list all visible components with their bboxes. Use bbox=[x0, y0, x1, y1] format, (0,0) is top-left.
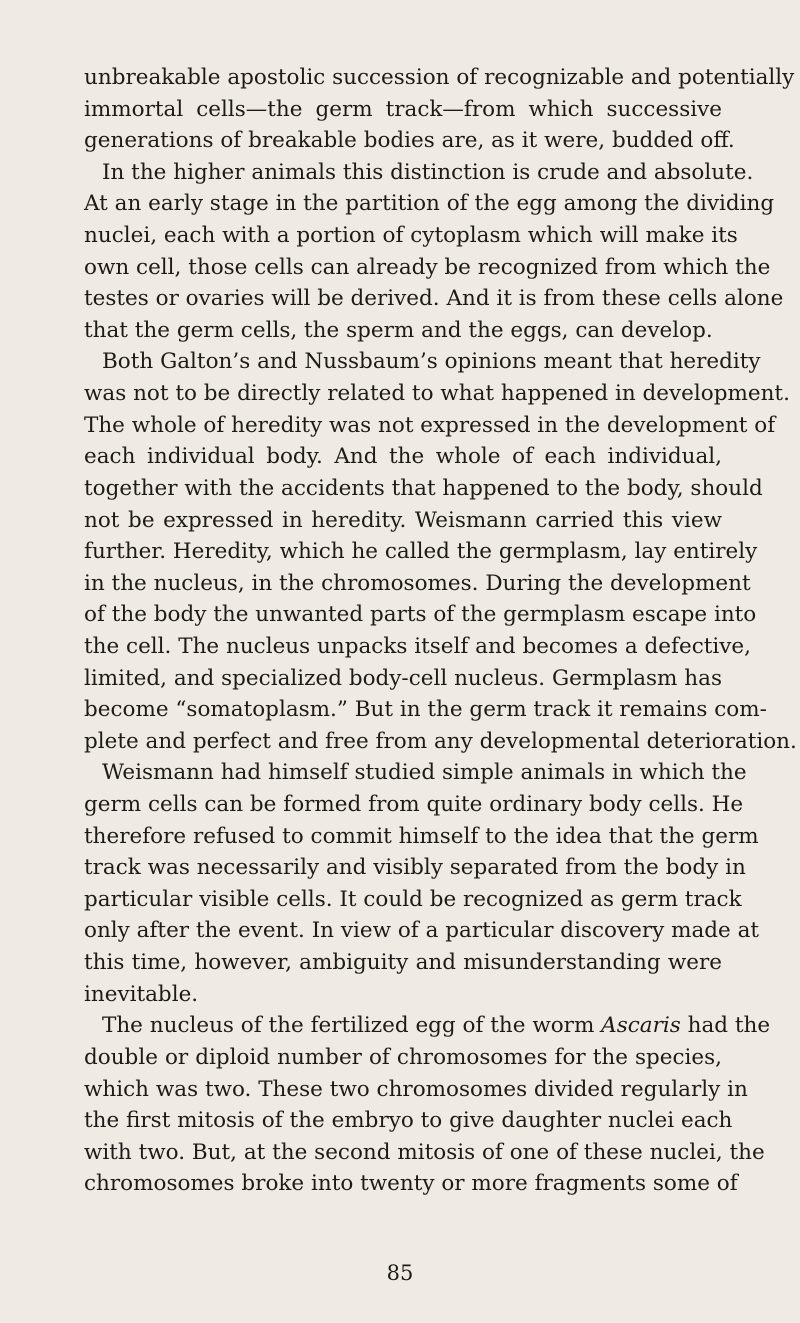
text-line: double or diploid number of chromosomes for the species, bbox=[84, 1044, 722, 1070]
text-line: limited, and specialized body-cell nucleus. Germplasm has bbox=[84, 665, 722, 691]
page-number: 85 bbox=[386, 1261, 414, 1285]
text-run: had the bbox=[680, 1013, 771, 1039]
text-line: nuclei, each with a portion of cytoplasm which will make its bbox=[84, 223, 738, 249]
text-line: which was two. These two chromosomes divided regularly in bbox=[84, 1076, 748, 1102]
text-line: Weismann had himself studied simple animals in which the bbox=[102, 760, 747, 786]
text-line: that the germ cells, the sperm and the eggs, can develop. bbox=[84, 317, 713, 343]
text-line: testes or ovaries will be derived. And it is from these cells alone bbox=[84, 286, 784, 312]
genus-name: Ascaris bbox=[601, 1013, 681, 1039]
text-line: particular visible cells. It could be recognized as germ track bbox=[84, 886, 742, 912]
text-line: become “somatoplasm.” But in the germ track it remains com- bbox=[84, 697, 767, 723]
text-run: The nucleus of the fertilized egg of the worm bbox=[102, 1013, 602, 1039]
text-line: not be expressed in heredity. Weismann carried this view bbox=[84, 507, 722, 533]
text-line: own cell, those cells can already be recognized from which the bbox=[84, 254, 771, 280]
paragraph bbox=[84, 157, 784, 347]
text-line: track was necessarily and visibly separated from the body in bbox=[84, 855, 746, 881]
text-line: The whole of heredity was not expressed in the development of bbox=[84, 412, 776, 438]
paragraph bbox=[84, 757, 760, 1010]
text-line: was not to be directly related to what happened in development. bbox=[84, 381, 790, 407]
text-line: immortal cells—the germ track—from which successive bbox=[84, 96, 722, 122]
text-line bbox=[84, 1010, 771, 1042]
text-line: this time, however, ambiguity and misunderstanding were bbox=[84, 950, 722, 976]
text-line: only after the event. In view of a particular discovery made at bbox=[84, 918, 760, 944]
text-line: germ cells can be formed from quite ordinary body cells. He bbox=[84, 792, 744, 818]
paragraph bbox=[84, 346, 797, 757]
text-line: the cell. The nucleus unpacks itself and becomes a defective, bbox=[84, 633, 751, 659]
text-line: unbreakable apostolic succession of recognizable and potentially bbox=[84, 65, 795, 90]
paragraph bbox=[84, 1010, 771, 1200]
text-line: in the nucleus, in the chromosomes. During the development bbox=[84, 570, 751, 596]
text-line: plete and perfect and free from any developmental deterioration. bbox=[84, 728, 797, 754]
text-line: inevitable. bbox=[84, 981, 199, 1007]
text-line: of the body the unwanted parts of the germplasm escape into bbox=[84, 602, 757, 628]
text-line: In the higher animals this distinction is crude and absolute. bbox=[102, 159, 754, 185]
text-line: the first mitosis of the embryo to give daughter nuclei each bbox=[84, 1108, 733, 1134]
text-line: together with the accidents that happened to the body, should bbox=[84, 475, 763, 501]
text-line: further. Heredity, which he called the germplasm, lay entirely bbox=[84, 539, 758, 565]
text-line: chromosomes broke into twenty or more fragments some of bbox=[84, 1171, 738, 1197]
paragraph bbox=[84, 62, 795, 157]
text-line: At an early stage in the partition of the egg among the dividing bbox=[84, 191, 775, 217]
text-line: with two. But, at the second mitosis of one of these nuclei, the bbox=[84, 1139, 765, 1165]
text-line: each individual body. And the whole of each individual, bbox=[84, 444, 722, 470]
text-line: therefore refused to commit himself to the idea that the germ bbox=[84, 823, 759, 849]
text-line: generations of breakable bodies are, as it were, budded off. bbox=[84, 128, 735, 154]
text-line: Both Galton’s and Nussbaum’s opinions meant that heredity bbox=[102, 349, 761, 375]
